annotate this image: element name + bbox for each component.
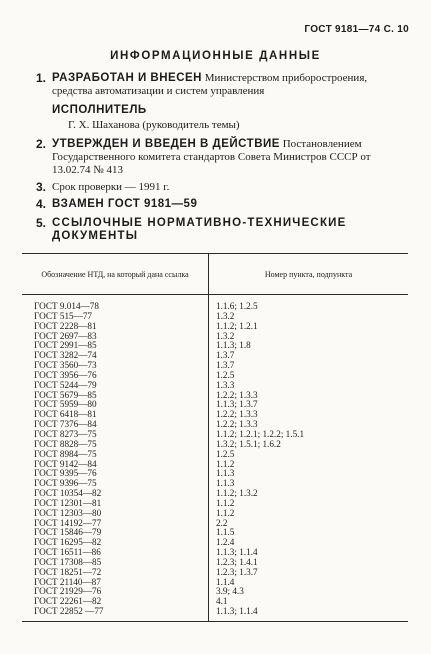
document-designation: ГОСТ 12303—80 (34, 507, 102, 518)
document-designation: ГОСТ 22852 —77 (34, 606, 104, 617)
item-4-number: 4. (36, 197, 47, 211)
document-designation: ГОСТ 21929—76 (34, 586, 102, 597)
document-designation: ГОСТ 16295—82 (34, 537, 102, 548)
clause-number: 1.1.3; 1.8 (216, 340, 251, 351)
clause-number: 1.1.6; 1.2.5 (216, 301, 258, 311)
item-1-number: 1. (36, 71, 47, 85)
clause-number: 1.2.3; 1.3.7 (216, 566, 258, 577)
item-5-heading: ССЫЛОЧНЫЕ НОРМАТИВНО-ТЕХНИЧЕСКИЕ ДОКУМЕНТЫ (52, 217, 347, 242)
clause-number: 4.1 (216, 596, 228, 607)
document-designation: ГОСТ 9396—75 (34, 478, 97, 489)
document-designation: ГОСТ 8828—75 (34, 438, 97, 449)
reference-table (22, 253, 408, 622)
clause-number: 1.1.2 (216, 497, 235, 508)
clause-number: 1.1.2; 1.3.2 (216, 488, 258, 499)
column-header-document: Обозначение НТД, на который дана ссылка (22, 254, 209, 294)
clause-number: 1.1.2 (216, 458, 235, 469)
item-1-text: Министерством приборостроения, средства автоматизации и систем управления (52, 72, 368, 97)
clause-number: 1.3.7 (216, 360, 235, 371)
document-designation: ГОСТ 10354—82 (34, 488, 102, 499)
clause-number: 1.1.3 (216, 478, 235, 489)
document-designation: ГОСТ 9.014—78 (34, 301, 99, 311)
document-designation: ГОСТ 14192—77 (34, 517, 102, 528)
item-4 (36, 198, 403, 211)
item-1 (36, 72, 403, 98)
document-designation: ГОСТ 9395—76 (34, 468, 97, 479)
clause-number: 1.1.3 (216, 468, 235, 479)
clause-number: 1.1.2; 1.2.1; 1.2.2; 1.5.1 (216, 428, 305, 439)
document-designation: ГОСТ 3560—73 (34, 360, 97, 371)
item-5-number: 5. (36, 216, 47, 230)
document-designation: ГОСТ 15846—79 (34, 527, 102, 538)
document-designation: ГОСТ 8273—75 (34, 428, 97, 439)
document-designation: ГОСТ 12301—81 (34, 497, 102, 508)
clause-number: 2.2 (216, 517, 228, 528)
clause-number: 1.1.3; 1.3.7 (216, 399, 258, 410)
document-designation: ГОСТ 22261—82 (34, 596, 102, 607)
item-4-heading: ВЗАМЕН ГОСТ 9181—59 (52, 198, 198, 210)
document-designation: ГОСТ 2697—83 (34, 330, 97, 341)
document-designation: ГОСТ 2991—85 (34, 340, 97, 351)
item-2 (36, 138, 403, 177)
table-header (22, 254, 408, 295)
clause-number: 1.2.5 (216, 369, 235, 380)
item-5 (36, 217, 409, 243)
document-designation: ГОСТ 6418—81 (34, 409, 97, 420)
item-1-heading: РАЗРАБОТАН И ВНЕСЕН (52, 72, 202, 84)
clause-number: 1.2.2; 1.3.3 (216, 409, 258, 420)
clause-number: 1.2.3; 1.4.1 (216, 556, 258, 567)
clause-number: 1.3.3 (216, 379, 235, 390)
clause-number: 1.1.3; 1.1.4 (216, 606, 258, 617)
column-header-clause: Номер пункта, подпункта (264, 269, 353, 279)
document-designation: ГОСТ 16511—86 (34, 547, 101, 558)
clause-number: 1.1.4 (216, 576, 235, 587)
page-title: ИНФОРМАЦИОННЫЕ ДАННЫЕ (110, 50, 321, 62)
clause-number: 1.3.2 (216, 330, 235, 341)
document-designation: ГОСТ 3956—76 (34, 369, 97, 380)
page-header: ГОСТ 9181—74 С. 10 (304, 24, 409, 35)
table-body (22, 295, 408, 621)
executor-heading: ИСПОЛНИТЕЛЬ (52, 104, 147, 116)
document-designation: ГОСТ 17308—85 (34, 556, 102, 567)
document-designation: ГОСТ 5244—79 (34, 379, 97, 390)
document-designation: ГОСТ 7376—84 (34, 419, 97, 430)
clause-number: 1.2.4 (216, 537, 235, 548)
item-2-text: Постановлением Государственного комитета стандартов Совета Министров СССР от 13.02.74 № 413 (52, 138, 371, 176)
table-row (22, 607, 408, 617)
document-designation: ГОСТ 3282—74 (34, 350, 97, 361)
clause-number: 1.2.2; 1.3.3 (216, 419, 258, 430)
column-divider (208, 295, 209, 621)
document-designation: ГОСТ 21140—87 (34, 576, 101, 587)
clause-number: 1.3.7 (216, 350, 235, 361)
document-designation: ГОСТ 515—77 (34, 310, 93, 321)
document-designation: ГОСТ 2228—81 (34, 320, 97, 331)
clause-number: 1.3.2 (216, 310, 235, 321)
item-2-number: 2. (36, 137, 47, 151)
clause-number: 1.1.2; 1.2.1 (216, 320, 258, 331)
item-3-text: Срок проверки — 1991 г. (52, 181, 170, 193)
document-designation: ГОСТ 8984—75 (34, 448, 97, 459)
clause-number: 1.2.2; 1.3.3 (216, 389, 258, 400)
clause-number: 1.3.2; 1.5.1; 1.6.2 (216, 438, 281, 449)
item-3 (36, 181, 403, 194)
clause-number: 3.9; 4.3 (216, 586, 244, 597)
document-designation: ГОСТ 9142—84 (34, 458, 97, 469)
document-designation: ГОСТ 5679—85 (34, 389, 97, 400)
clause-number: 1.1.3; 1.1.4 (216, 547, 258, 558)
item-3-number: 3. (36, 180, 47, 194)
document-designation: ГОСТ 18251—72 (34, 566, 102, 577)
clause-number: 1.1.2 (216, 507, 235, 518)
item-2-heading: УТВЕРЖДЕН И ВВЕДЕН В ДЕЙСТВИЕ (52, 138, 280, 150)
clause-number: 1.1.5 (216, 527, 235, 538)
clause-number: 1.2.5 (216, 448, 235, 459)
executor-text: Г. Х. Шаханова (руководитель темы) (68, 119, 240, 131)
document-designation: ГОСТ 5959—80 (34, 399, 97, 410)
